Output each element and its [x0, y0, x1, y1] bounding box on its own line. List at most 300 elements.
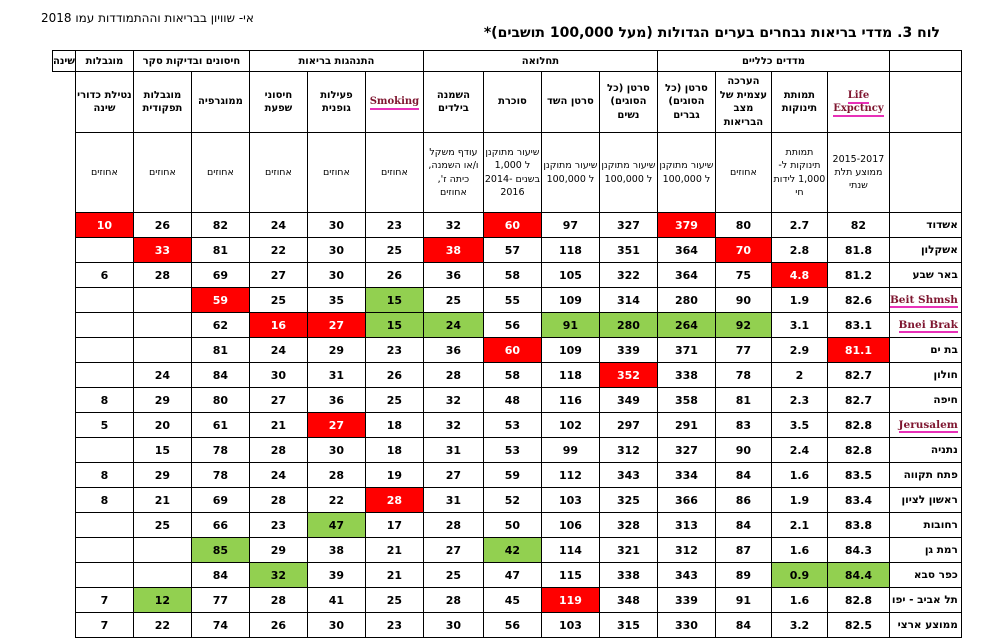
value-cell: 116 [541, 388, 599, 413]
value-cell: 334 [657, 463, 715, 488]
value-cell: 23 [365, 613, 423, 638]
value-cell: 30 [307, 438, 365, 463]
value-cell: 24 [249, 213, 307, 238]
value-cell: 22 [307, 488, 365, 513]
table-row [53, 538, 962, 563]
value-cell: 28 [249, 438, 307, 463]
city-name [889, 288, 961, 313]
value-cell: 36 [423, 263, 483, 288]
value-cell: 83.5 [827, 463, 889, 488]
value-cell: 7 [75, 588, 133, 613]
value-cell: 90 [715, 288, 771, 313]
value-cell: 19 [365, 463, 423, 488]
value-cell: 82.5 [827, 613, 889, 638]
value-cell: 91 [715, 588, 771, 613]
table-row [53, 438, 962, 463]
value-cell: 112 [541, 463, 599, 488]
value-cell: 348 [599, 588, 657, 613]
unit-cell: תמותת תינוקות ל- 1,000 לידות חי [771, 133, 827, 213]
table-row [53, 363, 962, 388]
value-cell: 343 [599, 463, 657, 488]
value-cell: 87 [715, 538, 771, 563]
value-cell: 364 [657, 238, 715, 263]
value-cell: 74 [191, 613, 249, 638]
value-cell: 32 [423, 388, 483, 413]
value-cell [133, 538, 191, 563]
value-cell-red: 27 [307, 413, 365, 438]
value-cell: 84.3 [827, 538, 889, 563]
column-header: חיסוני שפעת [249, 72, 307, 133]
value-cell: 22 [133, 613, 191, 638]
group-header: תחלואה [423, 51, 657, 72]
value-cell-green: 92 [715, 313, 771, 338]
value-cell: 41 [307, 588, 365, 613]
column-header: פעילות גופנית [307, 72, 365, 133]
unit-cell: אחוזים [365, 133, 423, 213]
value-cell: 29 [307, 338, 365, 363]
value-cell: 29 [133, 388, 191, 413]
value-cell: 2.9 [771, 338, 827, 363]
city-name [889, 313, 961, 338]
value-cell-green: 0.9 [771, 563, 827, 588]
value-cell [75, 313, 133, 338]
value-cell: 297 [599, 413, 657, 438]
page-title: לוח 3. מדדי בריאות נבחרים בערים הגדולות (מעל 100,000 תושבים)* [483, 25, 940, 41]
value-cell: 322 [599, 263, 657, 288]
value-cell: 106 [541, 513, 599, 538]
value-cell: 82.8 [827, 588, 889, 613]
value-cell-green: 42 [483, 538, 541, 563]
value-cell: 82.6 [827, 288, 889, 313]
value-cell: 27 [249, 263, 307, 288]
value-cell: 97 [541, 213, 599, 238]
value-cell: 28 [249, 588, 307, 613]
value-cell: 25 [365, 588, 423, 613]
value-cell: 81 [191, 338, 249, 363]
value-cell: 2.1 [771, 513, 827, 538]
value-cell: 32 [423, 213, 483, 238]
value-cell: 69 [191, 488, 249, 513]
value-cell: 48 [483, 388, 541, 413]
value-cell: 89 [715, 563, 771, 588]
value-cell: 23 [365, 213, 423, 238]
column-header: הערכה עצמית של מצב הבריאות [715, 72, 771, 133]
value-cell: 31 [423, 438, 483, 463]
value-cell: 47 [483, 563, 541, 588]
value-cell: 82.8 [827, 438, 889, 463]
unit-cell: אחוזים [75, 133, 133, 213]
value-cell: 28 [307, 463, 365, 488]
value-cell: 35 [307, 288, 365, 313]
value-cell: 312 [657, 538, 715, 563]
column-header [827, 72, 889, 133]
value-cell: 27 [249, 388, 307, 413]
value-cell: 38 [307, 538, 365, 563]
value-cell: 30 [307, 213, 365, 238]
value-cell: 59 [483, 463, 541, 488]
value-cell [75, 238, 133, 263]
value-cell: 62 [191, 313, 249, 338]
unit-cell: אחוזים [133, 133, 191, 213]
city-name [889, 413, 961, 438]
value-cell: 118 [541, 238, 599, 263]
value-cell [75, 563, 133, 588]
value-cell: 50 [483, 513, 541, 538]
highlighted-header-label: Smoking [370, 96, 419, 110]
value-cell: 313 [657, 513, 715, 538]
value-cell: 82 [191, 213, 249, 238]
table-row [53, 213, 962, 238]
value-cell: 325 [599, 488, 657, 513]
value-cell: 30 [423, 613, 483, 638]
value-cell: 29 [249, 538, 307, 563]
value-cell: 314 [599, 288, 657, 313]
value-cell: 25 [365, 238, 423, 263]
value-cell: 1.6 [771, 538, 827, 563]
value-cell: 364 [657, 263, 715, 288]
value-cell: 3.2 [771, 613, 827, 638]
value-cell: 28 [423, 588, 483, 613]
value-cell: 25 [423, 563, 483, 588]
table-row [53, 313, 962, 338]
value-cell: 57 [483, 238, 541, 263]
value-cell: 84 [191, 563, 249, 588]
value-cell [75, 538, 133, 563]
value-cell: 27 [423, 538, 483, 563]
value-cell: 102 [541, 413, 599, 438]
value-cell: 39 [307, 563, 365, 588]
value-cell: 82.8 [827, 413, 889, 438]
table-row [53, 288, 962, 313]
city-name: ראשון לציון [889, 488, 961, 513]
value-cell: 5 [75, 413, 133, 438]
value-cell: 30 [307, 263, 365, 288]
value-cell: 312 [599, 438, 657, 463]
value-cell-green: 24 [423, 313, 483, 338]
value-cell-red: 38 [423, 238, 483, 263]
table-row [53, 338, 962, 363]
unit-cell: 2015-2017 ממוצע תלת שנתי [827, 133, 889, 213]
value-cell: 1.6 [771, 463, 827, 488]
health-indicators-table [52, 50, 962, 638]
city-name: נתניה [889, 438, 961, 463]
value-cell: 109 [541, 288, 599, 313]
value-cell: 3.5 [771, 413, 827, 438]
value-cell: 82 [827, 213, 889, 238]
city-name: חולון [889, 363, 961, 388]
value-cell: 1.6 [771, 588, 827, 613]
column-header: ממוגרפיה [191, 72, 249, 133]
group-header: שינה [53, 51, 76, 72]
value-cell: 26 [249, 613, 307, 638]
column-header: נטילת כדורי שינה [75, 72, 133, 133]
table-row [53, 588, 962, 613]
value-cell: 343 [657, 563, 715, 588]
value-cell: 21 [365, 538, 423, 563]
value-cell: 339 [657, 588, 715, 613]
column-header [365, 72, 423, 133]
value-cell-red: 60 [483, 338, 541, 363]
value-cell: 321 [599, 538, 657, 563]
value-cell: 25 [249, 288, 307, 313]
value-cell [75, 513, 133, 538]
column-header: מוגבלות תפקודית [133, 72, 191, 133]
value-cell-red: 119 [541, 588, 599, 613]
column-header: סוכרת [483, 72, 541, 133]
value-cell-green: 12 [133, 588, 191, 613]
value-cell: 2.4 [771, 438, 827, 463]
highlighted-city-label: Jerusalem [898, 419, 958, 431]
value-cell: 69 [191, 263, 249, 288]
value-cell: 1.9 [771, 288, 827, 313]
value-cell: 371 [657, 338, 715, 363]
value-cell-red: 70 [715, 238, 771, 263]
column-header: השמנה בילדים [423, 72, 483, 133]
column-header: סרטן (כל הסוגים) גברים [657, 72, 715, 133]
value-cell: 84 [715, 613, 771, 638]
value-cell-green: 91 [541, 313, 599, 338]
value-cell [133, 563, 191, 588]
value-cell: 45 [483, 588, 541, 613]
value-cell [75, 363, 133, 388]
value-cell: 103 [541, 488, 599, 513]
unit-cell: אחוזים [307, 133, 365, 213]
value-cell: 22 [249, 238, 307, 263]
value-cell: 3.1 [771, 313, 827, 338]
value-cell: 25 [423, 288, 483, 313]
value-cell: 78 [191, 463, 249, 488]
value-cell: 8 [75, 488, 133, 513]
value-cell-red: 352 [599, 363, 657, 388]
value-cell: 78 [191, 438, 249, 463]
units-row [53, 133, 962, 213]
value-cell: 109 [541, 338, 599, 363]
value-cell: 20 [133, 413, 191, 438]
value-cell: 349 [599, 388, 657, 413]
value-cell: 77 [191, 588, 249, 613]
value-cell [75, 288, 133, 313]
value-cell: 53 [483, 413, 541, 438]
group-header: התנהגות בריאות [249, 51, 423, 72]
value-cell: 327 [599, 213, 657, 238]
table-row [53, 488, 962, 513]
value-cell: 17 [365, 513, 423, 538]
table-row [53, 263, 962, 288]
value-cell: 351 [599, 238, 657, 263]
value-cell-red: 81.1 [827, 338, 889, 363]
value-cell: 338 [657, 363, 715, 388]
unit-cell: אחוזים [249, 133, 307, 213]
value-cell-red: 60 [483, 213, 541, 238]
value-cell [133, 288, 191, 313]
unit-cell: שיעור מתוקנן ל 100,000 [599, 133, 657, 213]
value-cell-red: 59 [191, 288, 249, 313]
value-cell: 58 [483, 263, 541, 288]
city-name: בת ים [889, 338, 961, 363]
value-cell: 31 [423, 488, 483, 513]
value-cell: 56 [483, 613, 541, 638]
value-cell: 66 [191, 513, 249, 538]
value-cell: 24 [249, 338, 307, 363]
value-cell-red: 27 [307, 313, 365, 338]
value-cell: 315 [599, 613, 657, 638]
value-cell: 80 [191, 388, 249, 413]
value-cell: 25 [365, 388, 423, 413]
value-cell: 81 [715, 388, 771, 413]
value-cell: 115 [541, 563, 599, 588]
table-row [53, 463, 962, 488]
value-cell: 339 [599, 338, 657, 363]
table-row [53, 513, 962, 538]
value-cell-red: 4.8 [771, 263, 827, 288]
value-cell [75, 338, 133, 363]
highlighted-city-label: Bnei Brak [898, 319, 958, 331]
value-cell: 24 [249, 463, 307, 488]
value-cell-green: 15 [365, 288, 423, 313]
value-cell: 90 [715, 438, 771, 463]
value-cell-green: 84.4 [827, 563, 889, 588]
group-header-row [53, 51, 962, 72]
value-cell: 23 [249, 513, 307, 538]
value-cell: 338 [599, 563, 657, 588]
value-cell: 21 [133, 488, 191, 513]
value-cell: 27 [423, 463, 483, 488]
value-cell: 55 [483, 288, 541, 313]
value-cell: 18 [365, 438, 423, 463]
value-cell: 330 [657, 613, 715, 638]
unit-cell [889, 133, 961, 213]
value-cell: 2.7 [771, 213, 827, 238]
header-note: אי- שוויון בבריאות וההתמודדות עמו 2018 [41, 11, 254, 25]
value-cell: 18 [365, 413, 423, 438]
city-name: ממוצע ארצי [889, 613, 961, 638]
column-header: סרטן השד [541, 72, 599, 133]
unit-cell: אחוזים [715, 133, 771, 213]
value-cell [133, 313, 191, 338]
value-cell: 84 [715, 463, 771, 488]
value-cell: 81.8 [827, 238, 889, 263]
value-cell: 28 [423, 513, 483, 538]
city-name: פתח תקווה [889, 463, 961, 488]
value-cell: 21 [365, 563, 423, 588]
value-cell: 28 [133, 263, 191, 288]
unit-cell: עודף משקל ו/או השמנה, כיתה ז', אחוזים [423, 133, 483, 213]
city-name: כפר סבא [889, 563, 961, 588]
value-cell [133, 338, 191, 363]
value-cell: 32 [423, 413, 483, 438]
value-cell: 82.7 [827, 363, 889, 388]
value-cell: 86 [715, 488, 771, 513]
group-header: מדדים כלליים [657, 51, 889, 72]
value-cell: 81 [191, 238, 249, 263]
highlighted-header-label: Life Expctncy [833, 90, 883, 118]
value-cell-green: 15 [365, 313, 423, 338]
value-cell: 61 [191, 413, 249, 438]
table-row [53, 563, 962, 588]
city-name: תל אביב - יפו [889, 588, 961, 613]
value-cell: 24 [133, 363, 191, 388]
column-header: סרטן (כל הסוגים) נשים [599, 72, 657, 133]
value-cell: 8 [75, 463, 133, 488]
city-name: אשדוד [889, 213, 961, 238]
value-cell: 30 [307, 238, 365, 263]
value-cell: 328 [599, 513, 657, 538]
value-cell: 83.4 [827, 488, 889, 513]
value-cell: 53 [483, 438, 541, 463]
unit-cell: שיעור מתוקנן ל 100,000 [657, 133, 715, 213]
value-cell-red: 379 [657, 213, 715, 238]
value-cell: 31 [307, 363, 365, 388]
value-cell: 15 [133, 438, 191, 463]
value-cell: 56 [483, 313, 541, 338]
value-cell: 83 [715, 413, 771, 438]
value-cell: 81.2 [827, 263, 889, 288]
value-cell: 2 [771, 363, 827, 388]
table-row [53, 238, 962, 263]
value-cell: 77 [715, 338, 771, 363]
value-cell: 7 [75, 613, 133, 638]
value-cell-red: 28 [365, 488, 423, 513]
value-cell: 58 [483, 363, 541, 388]
value-cell: 83.8 [827, 513, 889, 538]
corner-cell [889, 51, 961, 72]
value-cell: 327 [657, 438, 715, 463]
value-cell: 84 [191, 363, 249, 388]
city-name: אשקלון [889, 238, 961, 263]
value-cell: 80 [715, 213, 771, 238]
value-cell-green: 280 [599, 313, 657, 338]
value-cell: 26 [133, 213, 191, 238]
value-cell: 25 [133, 513, 191, 538]
value-cell: 99 [541, 438, 599, 463]
column-header [889, 72, 961, 133]
value-cell: 23 [365, 338, 423, 363]
value-cell: 30 [249, 363, 307, 388]
value-cell: 118 [541, 363, 599, 388]
city-name: חיפה [889, 388, 961, 413]
value-cell: 114 [541, 538, 599, 563]
value-cell: 29 [133, 463, 191, 488]
value-cell: 21 [249, 413, 307, 438]
value-cell: 82.7 [827, 388, 889, 413]
value-cell: 36 [307, 388, 365, 413]
value-cell: 30 [307, 613, 365, 638]
value-cell-green: 47 [307, 513, 365, 538]
unit-cell: אחוזים [191, 133, 249, 213]
value-cell: 52 [483, 488, 541, 513]
unit-cell: שיעור מתוקנן ל 1,000 בשנים 2014-2016 [483, 133, 541, 213]
value-cell: 291 [657, 413, 715, 438]
city-name: באר שבע [889, 263, 961, 288]
value-cell: 78 [715, 363, 771, 388]
unit-cell: שיעור מתוקנן ל 100,000 [541, 133, 599, 213]
value-cell: 28 [249, 488, 307, 513]
value-cell [75, 438, 133, 463]
value-cell-red: 10 [75, 213, 133, 238]
value-cell: 1.9 [771, 488, 827, 513]
value-cell: 75 [715, 263, 771, 288]
group-header: מוגבלות [75, 51, 133, 72]
highlighted-city-label: Beit Shmsh [889, 294, 958, 306]
value-cell: 84 [715, 513, 771, 538]
value-cell: 2.8 [771, 238, 827, 263]
value-cell: 36 [423, 338, 483, 363]
value-cell: 28 [423, 363, 483, 388]
city-name: רחובות [889, 513, 961, 538]
column-header: תמותת תינוקות [771, 72, 827, 133]
value-cell: 358 [657, 388, 715, 413]
table-row [53, 388, 962, 413]
